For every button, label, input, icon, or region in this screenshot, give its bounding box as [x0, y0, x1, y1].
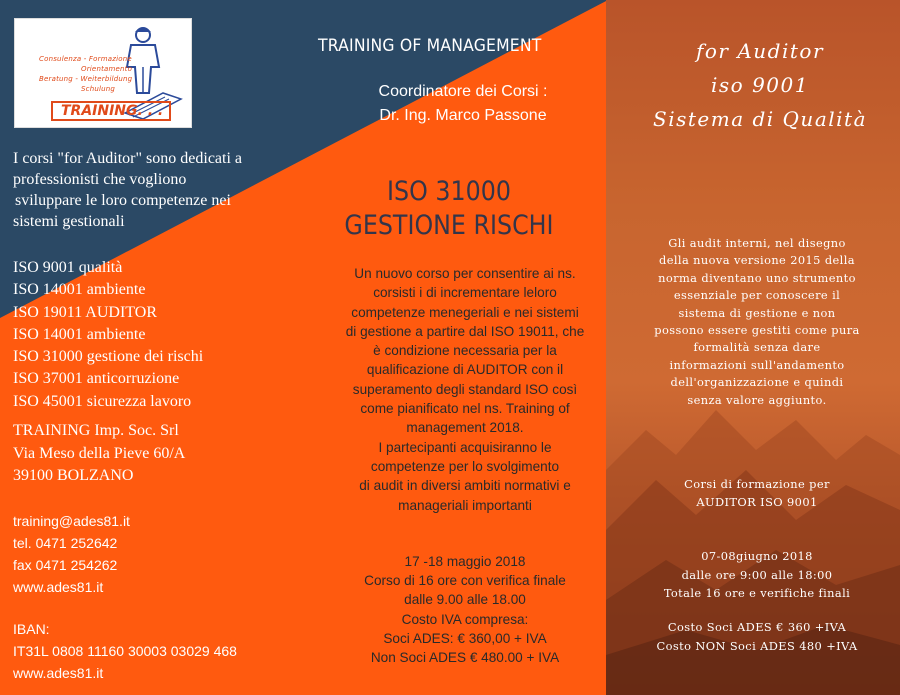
course-title-line-2: GESTIONE RISCHI	[344, 210, 554, 241]
description-line: I partecipanti acquisiranno le	[378, 439, 552, 455]
contact-info	[13, 510, 130, 598]
description-line: qualificazione di AUDITOR con il	[366, 362, 564, 378]
right-dates-line: 07-08giugno 2018	[701, 549, 813, 563]
list-item: ISO 14001 ambiente	[13, 325, 146, 343]
address-line: Via Meso della Pieve 60/A	[13, 444, 186, 462]
website-link[interactable]: www.ades81.it	[13, 579, 104, 595]
description-line: competenze per lo svolgimento	[370, 458, 560, 474]
intro-text	[13, 148, 293, 232]
intro-line: professionisti che vogliono	[13, 171, 187, 188]
right-desc-line: senza valore aggiunto.	[687, 392, 827, 407]
logo-line-4: Schulung	[81, 85, 116, 93]
list-item: ISO 45001 sicurezza lavoro	[13, 392, 192, 410]
right-dates	[622, 547, 892, 603]
iso-standards-list	[13, 257, 203, 413]
right-title-line: Sistema di Qualità	[653, 107, 867, 131]
list-item: ISO 37001 anticorruzione	[13, 370, 180, 388]
right-costs	[622, 618, 892, 655]
page-header: TRAINING OF MANAGEMENT	[318, 36, 542, 56]
iban-label: IBAN:	[13, 621, 50, 637]
description-line: superamento degli standard ISO così	[352, 381, 578, 397]
right-courses-line: AUDITOR ISO 9001	[696, 495, 818, 509]
training-logo	[14, 18, 192, 128]
list-item: ISO 19011 AUDITOR	[13, 303, 158, 321]
right-description	[622, 235, 892, 409]
course-dates-costs	[330, 552, 600, 667]
intro-line: I corsi "for Auditor" sono dedicati a	[13, 150, 243, 167]
fax-number: fax 0471 254262	[13, 557, 118, 573]
iban-info	[13, 618, 237, 684]
phone-number: tel. 0471 252642	[13, 535, 118, 551]
right-desc-line: della nuova versione 2015 della	[659, 253, 855, 268]
dates-line: dalle 9.00 alle 18.00	[404, 592, 526, 608]
right-desc-line: possono essere gestiti come pura	[654, 323, 860, 338]
email-link[interactable]: training@ades81.it	[13, 513, 130, 529]
description-line: di gestione a partire dal ISO 19011, che	[345, 323, 585, 339]
list-item: ISO 14001 ambiente	[13, 281, 146, 299]
description-line: come pianificato nel ns. Training of	[360, 401, 570, 417]
website-link[interactable]: www.ades81.it	[13, 665, 104, 681]
description-line: management 2018.	[406, 420, 524, 436]
logo-line-2: Orientamento	[81, 65, 133, 73]
description-line: competenze menegeriali e nei sistemi	[351, 304, 579, 320]
course-description	[330, 264, 600, 515]
right-cost-line: Costo NON Soci ADES 480 +IVA	[656, 638, 858, 653]
list-item: ISO 9001 qualità	[13, 259, 123, 276]
right-courses-line: Corsi di formazione per	[684, 477, 830, 491]
description-line: è condizione necessaria per la	[373, 343, 557, 359]
list-item: ISO 31000 gestione dei rischi	[13, 348, 204, 366]
course-title	[334, 175, 565, 243]
course-title-line-1: ISO 31000	[387, 176, 511, 207]
dates-line: 17 -18 maggio 2018	[404, 554, 526, 569]
right-dates-line: dalle ore 9:00 alle 18:00	[681, 567, 833, 582]
coordinator-label: Coordinatore dei Corsi :	[378, 83, 548, 100]
right-title	[620, 34, 900, 136]
dates-line: Soci ADES: € 360,00 + IVA	[383, 630, 547, 646]
right-desc-line: Gli audit interni, nel disegno	[668, 236, 846, 250]
logo-line-1: Consulenza - Formazione	[39, 55, 132, 63]
logo-line-3: Beratung - Weiterbildung	[39, 75, 133, 83]
intro-line: sistemi gestionali	[13, 213, 125, 230]
right-dates-line: Totale 16 ore e verifiche finali	[663, 586, 851, 601]
right-desc-line: sistema di gestione e non	[678, 305, 836, 320]
description-line: Un nuovo corso per consentire ai ns.	[354, 266, 576, 281]
right-courses	[622, 475, 892, 511]
right-desc-line: norma diventano uno strumento	[658, 270, 856, 285]
right-desc-line: dell'organizzazione e quindi	[670, 375, 844, 390]
dates-line: Costo IVA compresa:	[401, 611, 529, 627]
right-desc-line: formalità senza dare	[693, 340, 821, 355]
iban-number: IT31L 0808 11160 30003 03029 468	[13, 643, 237, 659]
coordinator-name: Dr. Ing. Marco Passone	[379, 107, 547, 124]
right-title-line: iso 9001	[711, 73, 809, 97]
dates-line: Non Soci ADES € 480.00 + IVA	[370, 650, 560, 666]
right-title-line: for Auditor	[695, 39, 825, 63]
address-line: 39100 BOLZANO	[13, 467, 134, 484]
description-line: di audit in diversi ambiti normativi e	[359, 478, 571, 494]
description-line: manageriali importanti	[398, 497, 532, 513]
logo-brand: TRAINING. . .	[51, 101, 171, 121]
intro-line: sviluppare le loro competenze nei	[15, 192, 231, 209]
address-line: TRAINING Imp. Soc. Srl	[13, 422, 179, 439]
description-line: corsisti i di incrementare leloro	[373, 285, 557, 301]
right-cost-line: Costo Soci ADES € 360 +IVA	[667, 620, 847, 634]
right-desc-line: informazioni sull'andamento	[669, 357, 845, 372]
right-desc-line: essenziale per conoscere il	[673, 288, 841, 303]
dates-line: Corso di 16 ore con verifica finale	[364, 573, 566, 589]
company-address	[13, 420, 185, 488]
coordinator	[318, 80, 608, 128]
